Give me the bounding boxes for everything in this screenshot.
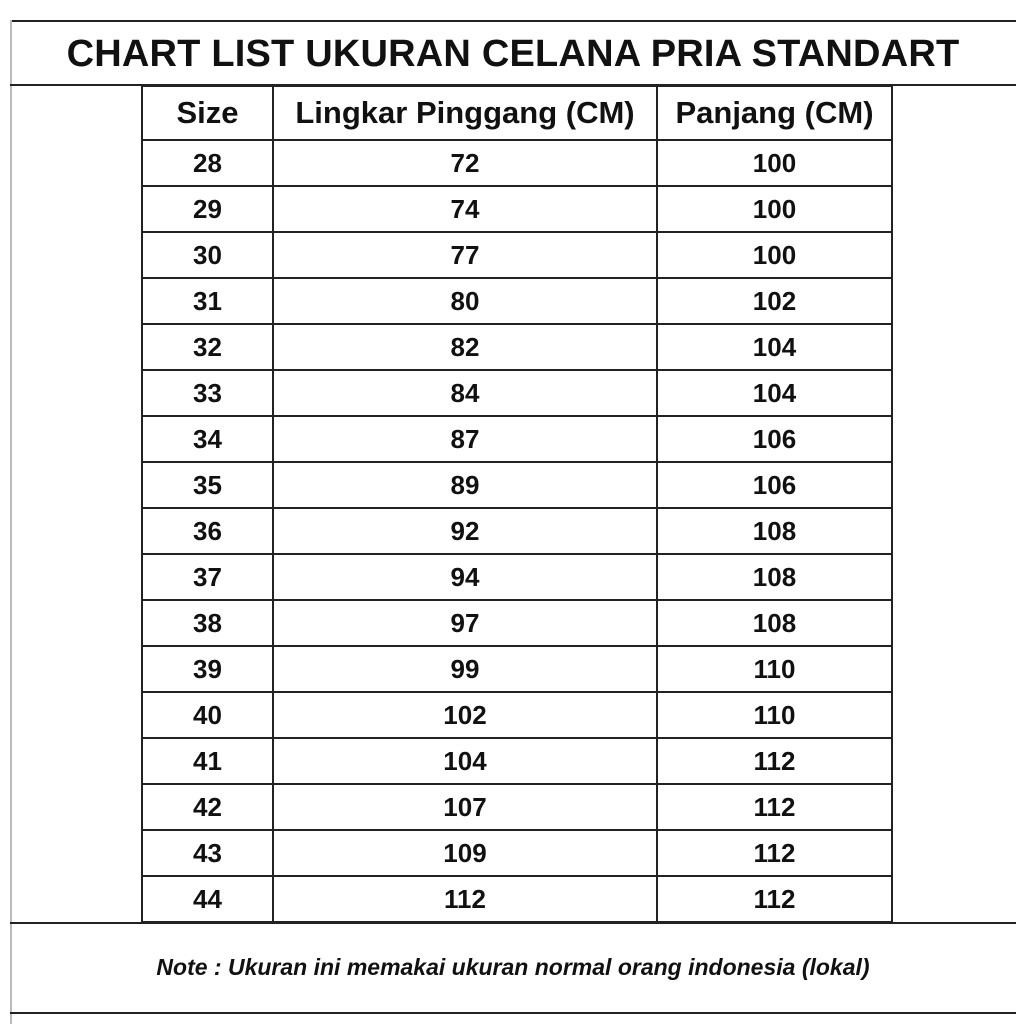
table-row: [142, 554, 892, 600]
table-row: [142, 830, 892, 876]
cell-size: 35: [142, 462, 273, 508]
cell-waist: 112: [273, 876, 657, 922]
table-row: [142, 876, 892, 922]
cell-length: 100: [657, 140, 892, 186]
cell-waist: 77: [273, 232, 657, 278]
cell-waist: 99: [273, 646, 657, 692]
cell-waist: 82: [273, 324, 657, 370]
cell-size: 42: [142, 784, 273, 830]
cell-waist: 92: [273, 508, 657, 554]
cell-length: 110: [657, 692, 892, 738]
cell-waist: 107: [273, 784, 657, 830]
cell-waist: 104: [273, 738, 657, 784]
table-row: [142, 324, 892, 370]
table-row: [142, 462, 892, 508]
table-row: [142, 600, 892, 646]
table-row: [142, 416, 892, 462]
cell-waist: 109: [273, 830, 657, 876]
cell-size: 34: [142, 416, 273, 462]
table-row: [142, 370, 892, 416]
frame-left-rule: [10, 20, 12, 1024]
cell-waist: 80: [273, 278, 657, 324]
cell-length: 112: [657, 784, 892, 830]
cell-size: 30: [142, 232, 273, 278]
cell-waist: 102: [273, 692, 657, 738]
cell-waist: 74: [273, 186, 657, 232]
cell-waist: 84: [273, 370, 657, 416]
table-row: [142, 784, 892, 830]
cell-waist: 72: [273, 140, 657, 186]
cell-length: 104: [657, 370, 892, 416]
size-chart-table: [141, 85, 893, 923]
cell-size: 36: [142, 508, 273, 554]
page-bottom-rule: [10, 1012, 1016, 1014]
cell-length: 108: [657, 554, 892, 600]
cell-size: 39: [142, 646, 273, 692]
cell-length: 108: [657, 600, 892, 646]
table-row: [142, 232, 892, 278]
cell-length: 112: [657, 830, 892, 876]
table-row: [142, 738, 892, 784]
cell-size: 41: [142, 738, 273, 784]
table-row: [142, 692, 892, 738]
cell-size: 38: [142, 600, 273, 646]
cell-size: 29: [142, 186, 273, 232]
cell-length: 104: [657, 324, 892, 370]
cell-size: 40: [142, 692, 273, 738]
header-length: Panjang (CM): [657, 86, 892, 140]
table-header-row: [142, 86, 892, 140]
cell-length: 112: [657, 876, 892, 922]
header-size: Size: [142, 86, 273, 140]
cell-size: 43: [142, 830, 273, 876]
table-bottom-divider: [10, 922, 1016, 924]
cell-size: 28: [142, 140, 273, 186]
page-title: CHART LIST UKURAN CELANA PRIA STANDART: [66, 32, 960, 75]
cell-waist: 87: [273, 416, 657, 462]
table-row: [142, 508, 892, 554]
cell-size: 32: [142, 324, 273, 370]
table-row: [142, 646, 892, 692]
cell-size: 33: [142, 370, 273, 416]
cell-waist: 97: [273, 600, 657, 646]
cell-size: 31: [142, 278, 273, 324]
cell-waist: 94: [273, 554, 657, 600]
cell-length: 100: [657, 186, 892, 232]
frame-top-rule: [10, 20, 1016, 22]
footnote: Note : Ukuran ini memakai ukuran normal orang indonesia (lokal): [156, 953, 870, 980]
cell-length: 100: [657, 232, 892, 278]
cell-length: 102: [657, 278, 892, 324]
header-waist: Lingkar Pinggang (CM): [273, 86, 657, 140]
cell-size: 37: [142, 554, 273, 600]
cell-length: 110: [657, 646, 892, 692]
cell-length: 112: [657, 738, 892, 784]
cell-waist: 89: [273, 462, 657, 508]
cell-length: 106: [657, 416, 892, 462]
table-body: [142, 140, 892, 922]
table-row: [142, 278, 892, 324]
cell-length: 106: [657, 462, 892, 508]
table-row: [142, 140, 892, 186]
cell-length: 108: [657, 508, 892, 554]
table-row: [142, 186, 892, 232]
cell-size: 44: [142, 876, 273, 922]
